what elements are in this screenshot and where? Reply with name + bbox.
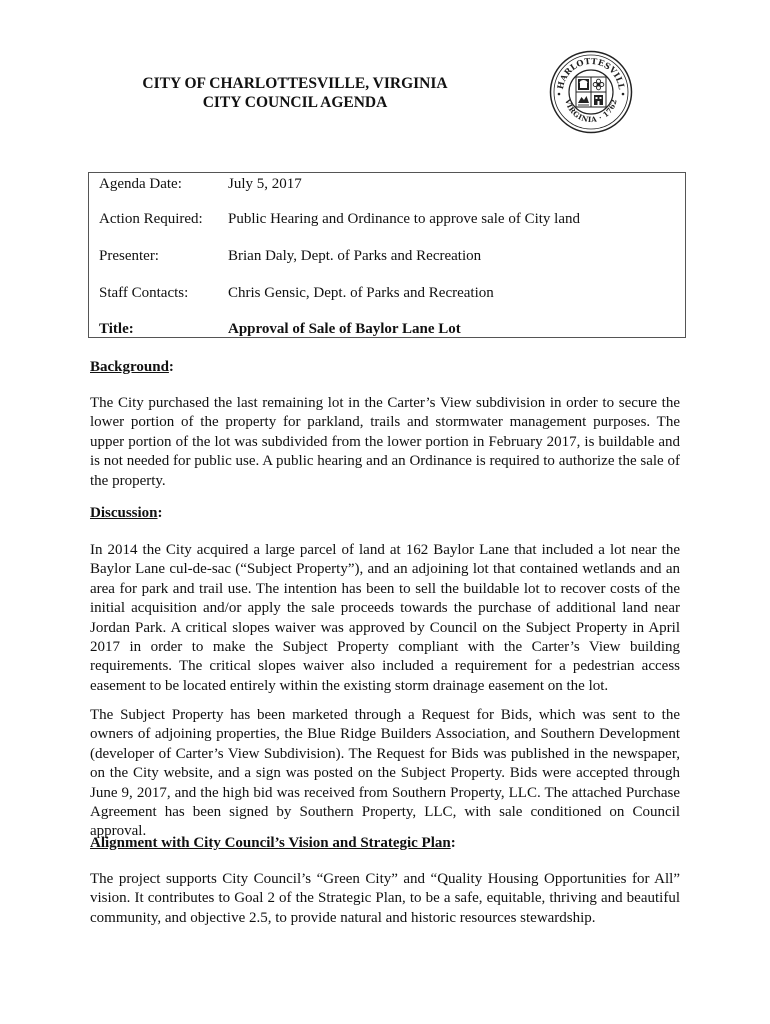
discussion-heading-colon: : <box>157 505 163 521</box>
discussion-heading <box>90 504 163 522</box>
alignment-paragraph: The project supports City Council’s “Green City” and “Quality Housing Opportunities for All” vision. It contributes to Goal 2 of the Strategic Plan, to be a safe, equitable, thriving and beautiful community, and objective 2.5, to provide natural and historic resources stewardship. <box>90 871 680 926</box>
staff-contacts-value: Chris Gensic, Dept. of Parks and Recreation <box>228 285 494 301</box>
background-heading <box>90 358 174 376</box>
agenda-info-table <box>88 172 686 338</box>
header-city-title: CITY OF CHARLOTTESVILLE, VIRGINIA <box>142 75 448 92</box>
alignment-heading-colon: : <box>450 835 456 851</box>
alignment-heading-text: Alignment with City Council’s Vision and Strategic Plan <box>90 835 451 851</box>
discussion-paragraph-1: In 2014 the City acquired a large parcel of land at 162 Baylor Lane that included a lot near the Baylor Lane cul-de-sac (“Subject Property”), and an adjoining lot that contained wetlands and an area for park and trail use. The intention has been to sell the buildable lot to recover costs of the initial acquisition and/or apply the sale proceeds towards the purchase of additional land near Jordan Park. A critical slopes waiver was approved by Council on the Subject Property in April 2017 in order to make the Subject Property compliant with the Carter’s View building requirements. The critical slopes waiver also included a requirement for a pedestrian access easement to be located entirely within the existing storm drainage easement on the lot. <box>90 542 680 694</box>
title-value: Approval of Sale of Baylor Lane Lot <box>228 321 461 337</box>
seal-bottom-text: VIRGINIA · 1762 <box>563 97 619 125</box>
staff-contacts-label: Staff Contacts: <box>99 285 189 301</box>
title-label: Title: <box>99 321 134 337</box>
background-paragraph: The City purchased the last remaining lot in the Carter’s View subdivision in order to secure the lower portion of the property for parkland, trails and stormwater management purposes. The upper portion of the lot was subdivided from the lower portion in February 2017, is buildable and is not needed for public use. A public hearing and an Ordinance is required to authorize the sale of the property. <box>90 395 680 489</box>
agenda-date-value: July 5, 2017 <box>228 176 302 192</box>
action-required-value: Public Hearing and Ordinance to approve sale of City land <box>228 211 580 227</box>
presenter-value: Brian Daly, Dept. of Parks and Recreation <box>228 248 482 264</box>
city-seal-icon <box>549 50 633 134</box>
background-heading-text: Background <box>90 359 169 375</box>
document-header <box>130 74 460 112</box>
header-agenda-title: CITY COUNCIL AGENDA <box>202 94 388 111</box>
background-heading-colon: : <box>168 359 174 375</box>
discussion-paragraph-2: The Subject Property has been marketed through a Request for Bids, which was sent to the owners of adjoining properties, the Blue Ridge Builders Association, and Southern Development (developer of Carter’s View Subdivision). The Request for Bids was published in the newspaper, on the City website, and a sign was posted on the Subject Property. Bids were accepted through June 9, 2017, and the high bid was received from Southern Property, LLC. The attached Purchase Agreement has been signed by Southern Property, LLC, with sale conditioned on Council approval. <box>90 707 680 840</box>
action-required-label: Action Required: <box>99 211 203 227</box>
discussion-heading-text: Discussion <box>90 505 158 521</box>
presenter-label: Presenter: <box>99 248 159 264</box>
alignment-heading <box>90 834 456 852</box>
seal-top-text: HARLOTTESVILL <box>555 55 627 91</box>
agenda-date-label: Agenda Date: <box>99 176 182 192</box>
